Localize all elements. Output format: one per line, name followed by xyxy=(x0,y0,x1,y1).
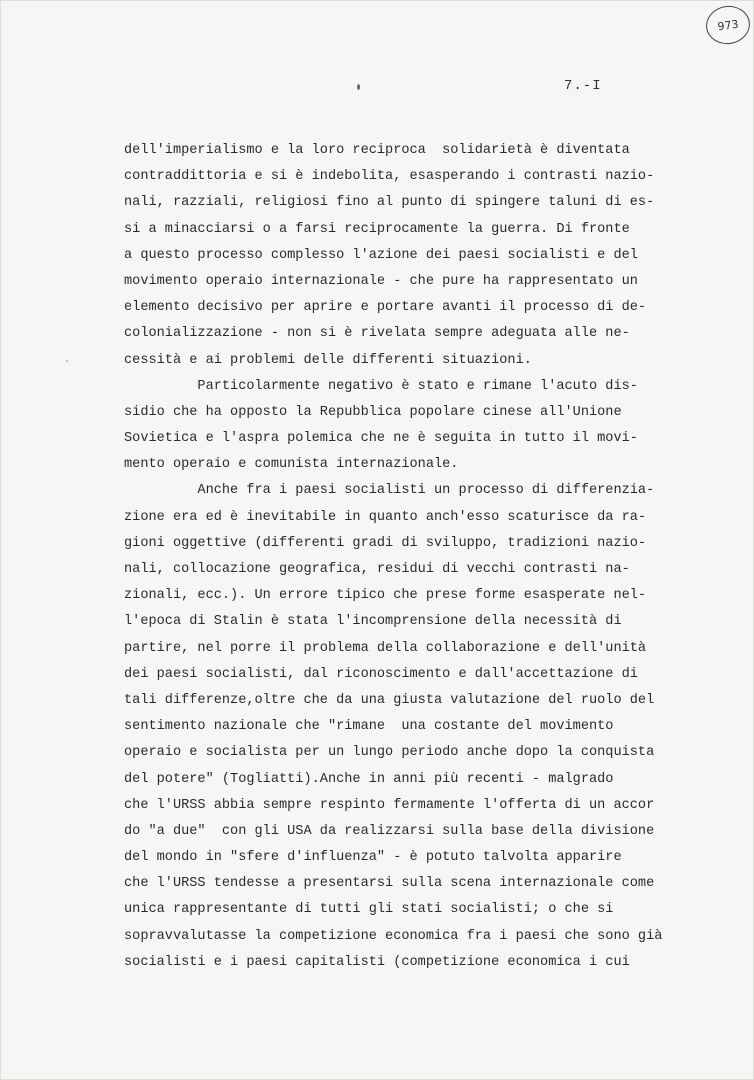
text-line: mento operaio e comunista internazionale. xyxy=(124,457,459,473)
text-line: contraddittoria e si è indebolita, esasperando i contrasti nazio- xyxy=(124,169,655,185)
text-line: colonializzazione - non si è rivelata sempre adeguata alle ne- xyxy=(124,326,630,342)
text-line: che l'URSS tendesse a presentarsi sulla scena internazionale come xyxy=(124,876,655,892)
ink-speck xyxy=(357,84,360,90)
page-number: 7.-I xyxy=(564,78,602,94)
text-line: Sovietica e l'aspra polemica che ne è seguita in tutto il movi- xyxy=(124,431,638,447)
text-line: partire, nel porre il problema della collaborazione e dell'unità xyxy=(124,640,647,656)
text-line: unica rappresentante di tutti gli stati socialisti; o che si xyxy=(124,902,614,918)
text-line: socialisti e i paesi capitalisti (competizione economica i cui xyxy=(124,954,630,970)
text-line: sopravvalutasse la competizione economica fra i paesi che sono già xyxy=(124,928,663,944)
text-line: operaio e socialista per un lungo periodo anche dopo la conquista xyxy=(124,745,655,761)
text-line: tali differenze,oltre che da una giusta valutazione del ruolo del xyxy=(124,692,655,708)
text-line: nali, razziali, religiosi fino al punto di spingere taluni di es- xyxy=(124,195,655,211)
text-line: nali, collocazione geografica, residui di vecchi contrasti na- xyxy=(124,562,630,577)
text-line: dell'imperialismo e la loro reciproca solidarietà è diventata xyxy=(124,143,630,158)
text-line: do "a due" con gli USA da realizzarsi sulla base della divisione xyxy=(124,823,655,839)
text-line: cessità e ai problemi delle differenti situazioni. xyxy=(124,352,532,368)
text-line: Particolarmente negativo è stato e rimane l'acuto dis- xyxy=(124,378,638,394)
body-text xyxy=(124,138,724,976)
text-line: che l'URSS abbia sempre respinto fermamente l'offerta di un accor xyxy=(124,797,655,813)
ink-speck xyxy=(66,360,68,362)
text-line: zione era ed è inevitabile in quanto anch'esso scaturisce da ra- xyxy=(124,509,647,525)
text-line: gioni oggettive (differenti gradi di sviluppo, tradizioni nazio- xyxy=(124,535,647,551)
text-line: del mondo in "sfere d'influenza" - è potuto talvolta apparire xyxy=(124,850,622,866)
text-line: sidio che ha opposto la Repubblica popolare cinese all'Unione xyxy=(124,404,622,420)
text-line: del potere" (Togliatti).Anche in anni più recenti - malgrado xyxy=(124,771,614,787)
archive-stamp: 973 xyxy=(704,3,753,47)
text-line: zionali, ecc.). Un errore tipico che prese forme esasperate nel- xyxy=(124,588,647,604)
text-line: l'epoca di Stalin è stata l'incomprensione della necessità di xyxy=(124,614,622,630)
text-line: elemento decisivo per aprire e portare avanti il processo di de- xyxy=(124,300,647,316)
text-line: sentimento nazionale che "rimane una costante del movimento xyxy=(124,719,614,735)
text-line: Anche fra i paesi socialisti un processo di differenzia- xyxy=(124,483,655,499)
text-line: si a minacciarsi o a farsi reciprocamente la guerra. Di fronte xyxy=(124,221,630,237)
text-line: movimento operaio internazionale - che pure ha rappresentato un xyxy=(124,273,638,289)
text-line: a questo processo complesso l'azione dei paesi socialisti e del xyxy=(124,247,638,263)
text-line: dei paesi socialisti, dal riconoscimento e dall'accettazione di xyxy=(124,666,638,682)
